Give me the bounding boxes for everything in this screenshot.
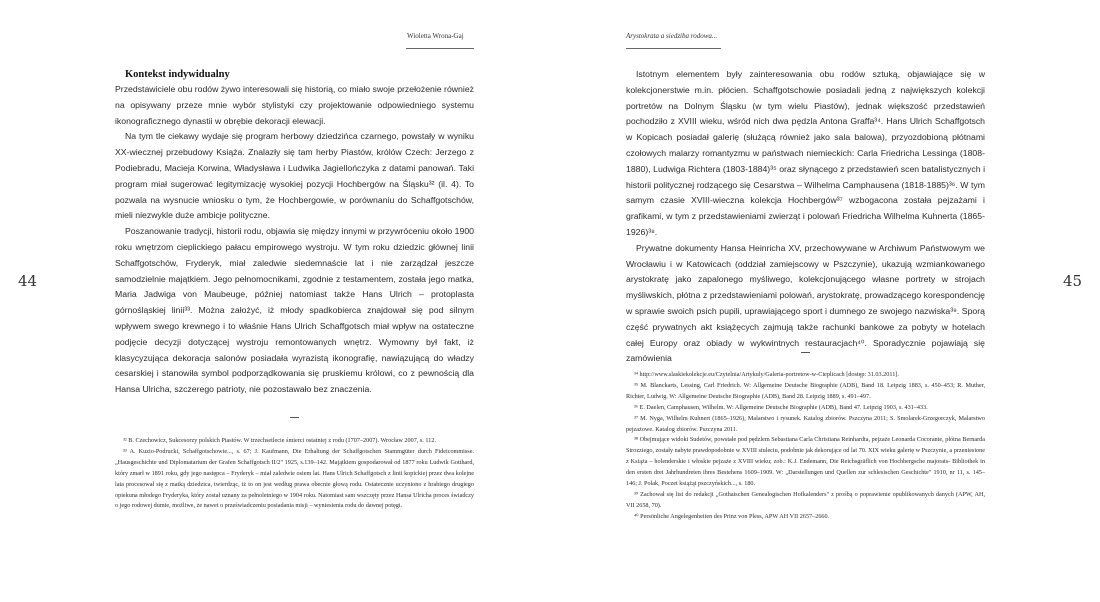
page-number: 44: [18, 272, 38, 290]
paragraph: Istotnym elementem były zainteresowania obu rodów sztuką, objawiające się w kolekcjonerstwie m.in. płócien. Schaffgotschowie posiadali jedną z największych kolekcji portretów na Dolnym Śląsku (w tym wielu Piastów), jednak większość przedstawień pochodziło z XVIII wieku, wśród nich dwa pędzla Antona Graffa³⁴. Hans Ulrich Schaffgotsch w Kopicach posiadał galerię (służącą również jako sala balowa), przyozdobioną płótnami czołowych malarzy romantyzmu w państwach niemieckich: Carla Friedricha Lessinga (1808-1880), Ludwiga Richtera (1803-1884)³⁵ oraz słynącego z przedstawień scen batalistycznych i historii politycznej rodzącego się Cesarstwa – Wilhelma Camphausena (1818-1885)³⁶. W tym samym czasie XVIII-wieczna kolekcja Hochbergów³⁷ wzbogacona została pejzażami i grafikami, w tym z przedstawieniami zwierząt i polowań Friedricha Wilhelma Kuhnerta (1865-1926)³⁸.: [626, 69, 985, 237]
running-head-rule: [406, 48, 474, 49]
footnotes: [626, 370, 985, 523]
paragraph: Na tym tle ciekawy wydaje się program herbowy dziedzińca czarnego, powstały w wyniku XX-wiecznej przebudowy Książa. Znalazły się tam herby Piastów, królów Czech: Jerzego z Podiebradu, Macieja Korwina, Władysława i Ludwika Jagiellończyka z datami panowań. Taki program miał sugerować legitymizację wysokiej pozycji Hochbergów na Śląsku³² (il. 4). To pozwala na wysnucie wniosku o tym, że Hochbergowie, w porównaniu do Schaffgotschów, mieli niezwykle duże ambicje polityczne.: [115, 131, 474, 221]
footnote: ⁴⁰ Persönliche Angelegenheiten des Prinz von Pless, APW AH VII 2657–2660.: [634, 512, 830, 520]
paragraph: Przedstawiciele obu rodów żywo interesowali się historią, co miało swoje przełożenie również na opisywany przeze mnie wybór stylistyki czy projektowanie odpowiedniego systemu ikonograficznego dynastii w obrębie dekoracji elewacji.: [115, 84, 474, 126]
section-title: Kontekst indywidualny: [125, 69, 230, 80]
footnote: ³⁴ http://www.slaskiekolekcje.eu/Czytelnia/Artykuly/Galeria-portretow-w-Cieplicach [dostęp: 31.03.2011].: [634, 371, 899, 378]
footnote: ³³ A. Kuzio-Podrucki, Schaffgotschowie..., s. 67; J. Kaufmann, Die Erhaltung der Schaffgotschen Stammgüter durch Fideicommisse. „Hausgeschichte und Diplomatarium der Grafen Schaffgotsch II/2" 1925, s.139–142. Majątkiem gospodarował od 1877 roku Ludwik Gotthard, który zmarł w 1891 roku, gdy jego następca – Fryderyk – miał zaledwie osiem lat. Hans Ulrich Schaffgotsch z linii kopickiej przez dwa kolejne lata procesował się z matką dziedzica, twierdząc, iż to on jest według prawa obecnie głową rodu. Ostatecznie uczyniono z hrabiego drugiego opiekuna młodego Fryderyka, który został uznany za pełnoletniego w 1904 roku. Natomiast sam wszczęty przez Hansa Ulricha proces świadczy o jego rodowej dumie, możliwe, że nawet o przeświadczeniu posiadania misji – wyniesienia rodu do dawnej potęgi.: [115, 447, 474, 510]
footnote: ³⁵ M. Blanckarts, Lessing, Carl Friedrich. W: Allgemeine Deutsche Biographie (ADB), Band 18. Leipzig 1883, s. 450–453; R. Muther, Richter, Ludwig. W: Allgemeine Deutsche Biographie (ADB), Band 28. Leipzig 1889, s. 491–497.: [626, 381, 985, 400]
footnote: ³⁷ M. Nyga, Wilhelm Kuhnert (1865–1926), Malarstwo i rysunek. Katalog zbiorów. Pszczyna 2011; S. Smolarek-Grzegorczyk, Malarstwo pejzażowe. Katalog zbiorów. Pszczyna 2011.: [626, 414, 985, 433]
running-head-rule: [626, 48, 721, 49]
footnote-separator: [290, 417, 299, 418]
footnote: ³⁶ E. Daelen, Camphausen, Wilhelm. W: Allgemeine Deutsche Biographie (ADB), Band 47. Leipzig 1903, s. 431–433.: [634, 403, 928, 411]
footnote: ³⁹ Zachował się list do redakcji „Gothaischen Genealogischen Hofkalenders" z prośbą o poprawienie opublikowanych danych (APW, AH, VII 2658, 70).: [626, 490, 985, 509]
footnotes: [115, 436, 474, 512]
page-number: 45: [1063, 272, 1083, 290]
running-head-author: Wioletta Wrona-Gaj: [407, 32, 464, 40]
paragraph: Poszanowanie tradycji, historii rodu, objawia się między innymi w przywróceniu około 1900 roku wnętrzom cieplickiego pałacu empirowego wystroju. W tym roku dziedzic głównej linii Schaffgotschów, Fryderyk, miał zaledwie siedemnaście lat i nie zarządzał jeszcze samodzielnie majątkiem. Jego pełnomocnikami, zgodnie z testamentem, została jego matka, Maria Jadwiga von Maubeuge, później natomiast także Hans Ulrich – protoplasta górnośląskiej linii³³. Można założyć, iż młody spadkobierca znajdował się pod silnym wpływem swego krewnego i to właśnie Hans Ulrich Schaffgotsch miał wpływ na ostateczne podjęcie decyzji dotyczącej wystroju remontowanych wnętrz. Wymowny był fakt, iż klasycyzująca dekoracja salonów posiadała wyrazistą ikonografię, nawiązującą do władzy cesarskiej i stanowiła symbol podporządkowania się pruskiemu królowi, co z pewnością dla Hansa Ulricha, szczerego patrioty, nie pozostawało bez znaczenia.: [115, 226, 474, 395]
running-head-title: Arystokrata a siedziba rodowa...: [626, 32, 718, 40]
paragraph: Prywatne dokumenty Hansa Heinricha XV, przechowywane w Archiwum Państwowym we Wrocławiu i w Katowicach (oddział zamiejscowy w Pszczynie), ukazują wzmiankowanego arystokratę jako zapalonego myśliwego, kolekcjonującego własne portrety w strojach myśliwskich, płótna z przedstawieniami polowań, arystokratę, prowadzącego korespondencję w sprawie swoich psich pupili, uprawiającego sport i dumnego ze swojego nazwiska³⁹. Sporą część prywatnych akt książęcych zajmują także rachunki bankowe za pobyty w hotelach całej Europy oraz obiady w wykwintnych restauracjach⁴⁰. Sporadycznie pojawiają się zamówienia: [626, 242, 985, 364]
body-text: [115, 68, 474, 398]
body-text: [626, 67, 985, 367]
footnote: ³² B. Czechowicz, Sukcesorzy polskich Piastów. W trzechsetlecie śmierci ostatniej z rodu (1707–2007). Wrocław 2007, s. 112.: [123, 437, 436, 444]
footnote: ³⁸ Obejmujące widoki Sudetów, powstałe pod pędzlem Sebastiana Carla Christiana Reinhardta, pejzaże Leonarda Cocorante, płótna Bernarda Strozziego, zostały nabyte prawdopodobnie w XVIII stuleciu, podobnie jak dekorujące od lat 70. XIX wieku galerię w Pszczynie, a przeniesione z Książa – holenderskie i włoskie pejzaże z XVIII wieku; zob.: K.J. Endemann, Die Reichsgräflich von Hochbergsche majorats- Bibliothek in den ersten drei Jahrhundreten ihres Bestehens 1609–1909. W: „Darstellungen und Quellen zur schlesischen Geschichte" 1910, nr 11, s. 145–146; J. Polak, Poczet książąt pszczyńskich..., s. 180.: [626, 436, 985, 488]
right-page: [550, 0, 1100, 602]
footnote-separator: [801, 352, 810, 353]
